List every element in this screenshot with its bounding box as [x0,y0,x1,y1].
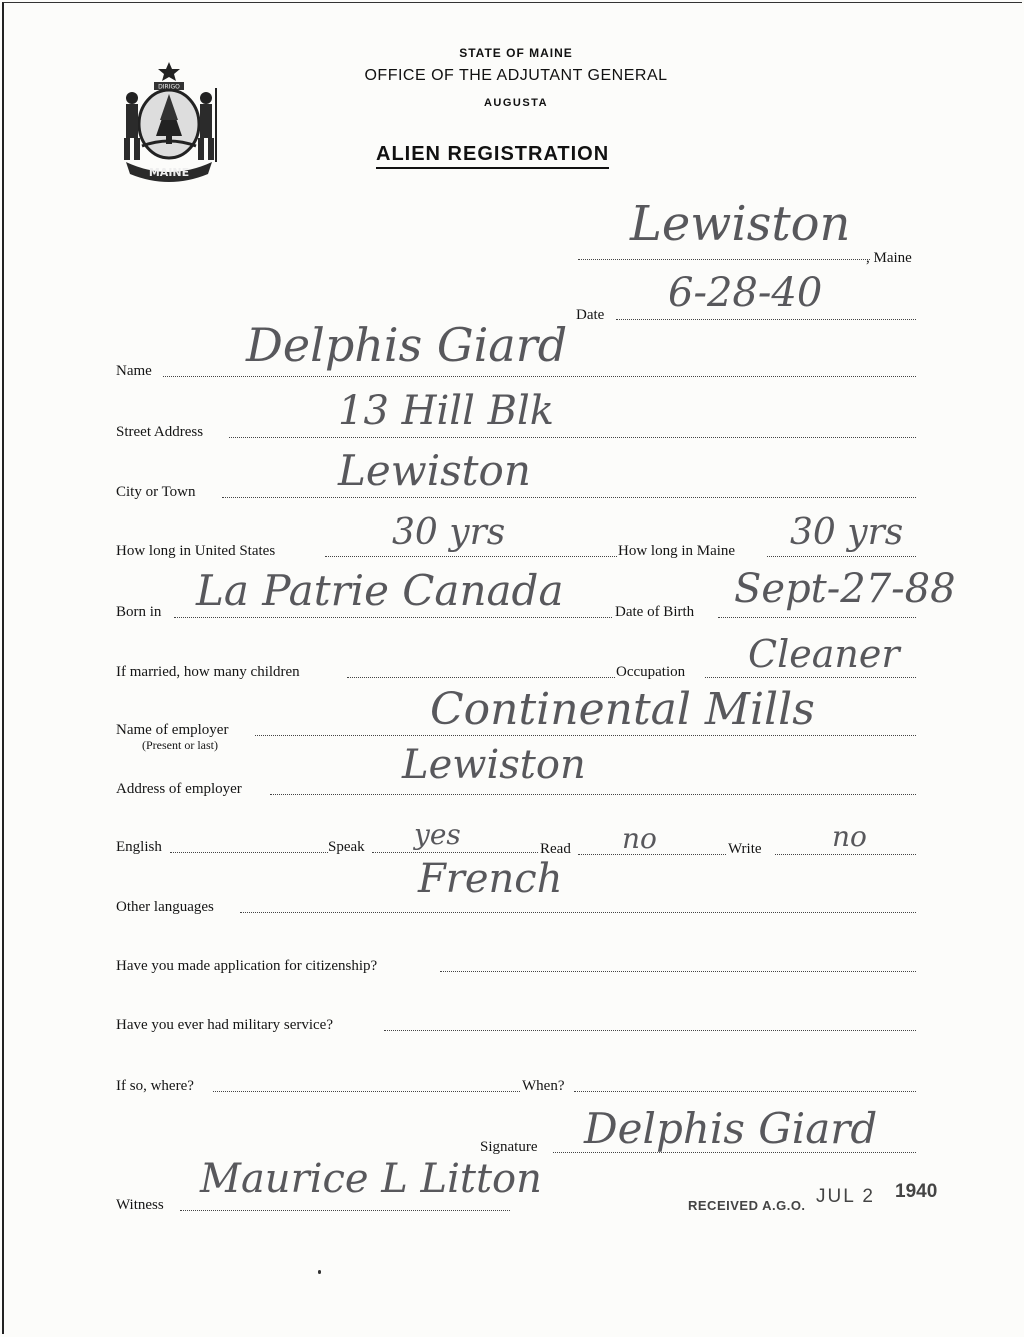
years-maine-value: 30 yrs [790,512,904,553]
where-line [213,1090,520,1092]
received-stamp-year: 1940 [895,1181,938,1202]
where-label: If so, where? [116,1078,194,1094]
witness-label: Witness [116,1197,164,1213]
date-label: Date [576,307,605,323]
citizenship-line [440,970,916,972]
years-us-value: 30 yrs [392,512,506,553]
date-line [616,318,916,320]
employer-address-label: Address of employer [116,781,242,797]
dob-label: Date of Birth [615,604,695,620]
header-state: STATE OF MAINE [459,46,573,60]
employer-label: Name of employer [116,722,229,738]
citizenship-label: Have you made application for citizenship? [116,958,378,974]
received-stamp-date: JUL 2 [816,1186,875,1207]
header-city: AUGUSTA [483,97,549,109]
signature-value: Delphis Giard [584,1104,878,1153]
received-stamp: RECEIVED A.G.O. [688,1198,806,1213]
english-label: English [116,839,162,855]
other-languages-value: French [418,856,563,902]
street-label: Street Address [116,424,204,440]
signature-label: Signature [480,1139,538,1155]
town-value: Lewiston [630,196,851,252]
employer-address-value: Lewiston [402,742,586,788]
years-us-line [325,555,617,557]
svg-text:MAINE: MAINE [148,166,190,179]
military-label: Have you ever had military service? [116,1017,333,1033]
english-line [170,851,328,853]
employer-value: Continental Mills [430,684,815,735]
maine-label: , Maine [866,250,912,266]
speak-line [372,851,538,853]
name-line [163,375,916,377]
children-label: If married, how many children [116,664,300,680]
state-seal-icon [112,58,226,186]
witness-line [180,1209,510,1211]
write-label: Write [728,841,762,857]
years-us-label: How long in United States [116,543,276,559]
street-value: 13 Hill Blk [338,388,555,434]
born-line [174,616,612,618]
date-value: 6-28-40 [668,270,823,316]
occupation-line [705,676,916,678]
town-line [578,258,870,260]
other-languages-line [240,911,916,913]
occupation-label: Occupation [616,664,686,680]
when-line [574,1090,916,1092]
city-line [222,496,916,498]
born-label: Born in [116,604,162,620]
street-line [229,436,916,438]
city-label: City or Town [116,484,196,500]
military-line [384,1029,916,1031]
witness-value: Maurice L Litton [200,1156,542,1202]
born-value: La Patrie Canada [196,566,564,615]
years-maine-label: How long in Maine [618,543,736,559]
dob-value: Sept-27-88 [734,566,956,612]
speak-value: yes [414,818,461,851]
read-value: no [622,822,657,855]
name-value: Delphis Giard [246,318,568,372]
employer-address-line [270,793,916,795]
dob-line [718,616,916,618]
write-line [775,853,916,855]
name-label: Name [116,363,152,379]
occupation-value: Cleaner [748,632,900,676]
read-label: Read [540,841,571,857]
city-value: Lewiston [338,446,531,495]
write-value: no [832,820,867,853]
svg-text:DIRIGO: DIRIGO [158,83,180,91]
speak-label: Speak [328,839,365,855]
children-line [347,676,615,678]
form-title: ALIEN REGISTRATION [376,143,609,169]
years-maine-line [767,555,916,557]
header-office: OFFICE OF THE ADJUTANT GENERAL [364,67,668,84]
employer-sublabel: (Present or last) [142,738,218,752]
ink-speck [318,1270,321,1274]
when-label: When? [522,1078,565,1094]
other-languages-label: Other languages [116,899,214,915]
